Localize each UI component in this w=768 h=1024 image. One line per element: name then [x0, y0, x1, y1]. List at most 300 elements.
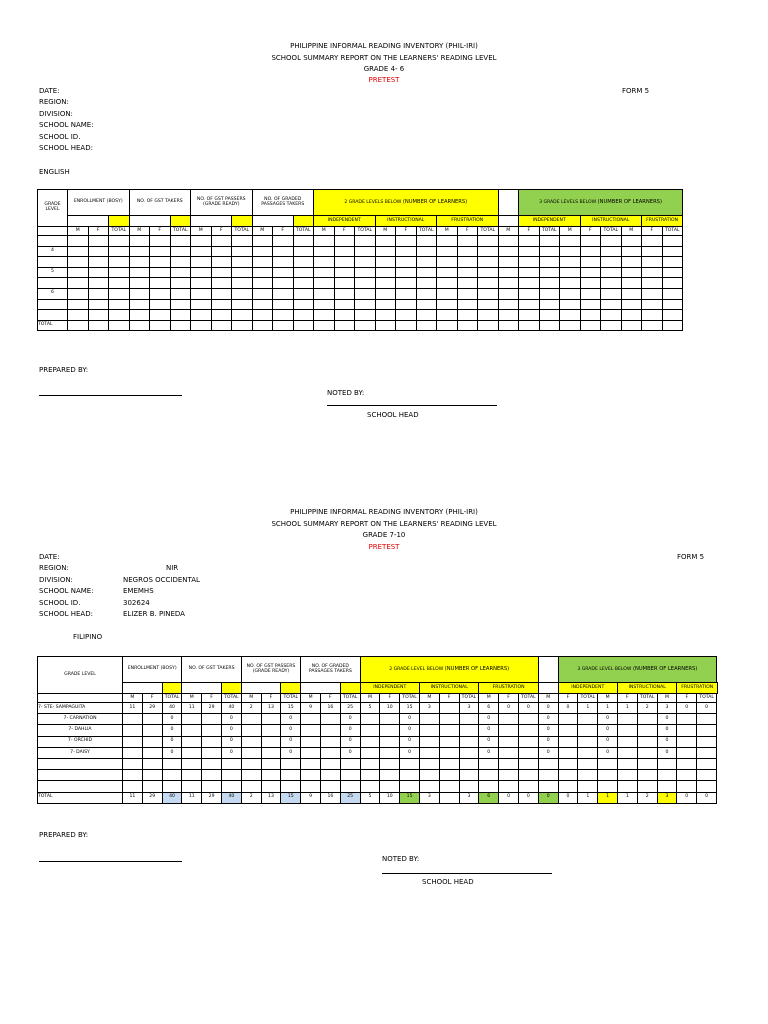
value-cell — [518, 781, 538, 792]
value-cell: 3 — [459, 703, 479, 714]
value-cell — [320, 714, 340, 725]
value-cell: 13 — [261, 792, 281, 803]
row-label: 4 — [38, 246, 68, 257]
row-label: 7- DAHLIA — [38, 725, 123, 736]
value-cell — [202, 736, 222, 747]
value-cell: 0 — [479, 714, 499, 725]
value-cell — [380, 714, 400, 725]
three-levels-below-header — [558, 657, 716, 683]
value-cell — [538, 770, 558, 781]
value-cell — [580, 310, 601, 321]
value-cell — [637, 736, 657, 747]
table-row — [38, 747, 718, 758]
doc2-noted-by: NOTED BY: — [382, 855, 420, 863]
value-cell — [459, 758, 479, 769]
value-cell — [375, 288, 396, 299]
value-cell — [320, 747, 340, 758]
value-cell — [314, 236, 335, 247]
value-cell — [478, 236, 499, 247]
value-cell — [273, 236, 294, 247]
value-cell — [637, 758, 657, 769]
instructional-header: INSTRUCTIONAL — [580, 216, 642, 227]
value-cell — [621, 246, 642, 257]
value-cell: 2 — [637, 792, 657, 803]
value-cell: 0 — [558, 792, 578, 803]
value-cell — [123, 758, 143, 769]
value-cell — [697, 770, 717, 781]
value-cell — [232, 288, 253, 299]
total-column-header: TOTAL — [355, 227, 376, 236]
value-cell — [560, 288, 581, 299]
value-cell: 2 — [637, 703, 657, 714]
row-label — [38, 310, 68, 321]
value-cell — [642, 278, 663, 289]
value-cell — [129, 310, 150, 321]
table-row — [38, 703, 718, 714]
value-cell — [419, 758, 439, 769]
blank-cell — [241, 683, 281, 694]
value-cell — [273, 299, 294, 310]
value-cell — [396, 278, 417, 289]
doc1-summary-table — [37, 189, 683, 331]
value-cell — [142, 747, 162, 758]
value-cell — [578, 770, 598, 781]
instructional-header: INSTRUCTIONAL — [375, 216, 437, 227]
value-cell: 2 — [241, 792, 261, 803]
table-row — [38, 246, 683, 257]
value-cell — [355, 288, 376, 299]
value-cell: 11 — [182, 703, 202, 714]
value-cell — [170, 310, 191, 321]
value-cell — [396, 310, 417, 321]
value-cell: 0 — [499, 792, 519, 803]
blank-cell — [123, 683, 163, 694]
value-cell: 15 — [281, 703, 301, 714]
value-cell — [273, 246, 294, 257]
value-cell: 3 — [657, 792, 677, 803]
doc1-school-id-row: SCHOOL ID. — [39, 132, 81, 141]
value-cell: 0 — [657, 736, 677, 747]
value-cell — [221, 781, 241, 792]
value-cell — [621, 257, 642, 268]
row-label: 6 — [38, 288, 68, 299]
value-cell — [400, 781, 420, 792]
value-cell — [334, 278, 355, 289]
doc2-info-block — [39, 552, 200, 620]
value-cell: 15 — [400, 703, 420, 714]
doc2-pretest: PRETEST — [368, 543, 400, 551]
value-cell — [478, 257, 499, 268]
doc2-grade: GRADE 7-10 — [362, 531, 406, 539]
value-cell — [657, 758, 677, 769]
value-cell — [355, 246, 376, 257]
doc2-prepared-by: PREPARED BY: — [39, 831, 89, 839]
value-cell — [538, 781, 558, 792]
value-cell — [439, 725, 459, 736]
value-cell — [68, 246, 89, 257]
value-cell: 40 — [221, 703, 241, 714]
value-cell — [642, 310, 663, 321]
doc2-school-head-row: SCHOOL HEAD: ELIZER B. PINEDA — [39, 610, 185, 619]
value-cell — [498, 236, 519, 247]
m-column-header: M — [437, 227, 458, 236]
value-cell — [662, 278, 683, 289]
yellow-total-cell — [221, 683, 241, 694]
grade-level-header: GRADE LEVEL — [38, 190, 68, 227]
value-cell — [437, 278, 458, 289]
value-cell — [558, 781, 578, 792]
value-cell — [375, 310, 396, 321]
value-cell — [182, 781, 202, 792]
value-cell — [538, 758, 558, 769]
value-cell — [437, 257, 458, 268]
value-cell — [617, 736, 637, 747]
value-cell: 0 — [598, 714, 618, 725]
value-cell — [437, 288, 458, 299]
value-cell — [202, 747, 222, 758]
table-row — [38, 278, 683, 289]
value-cell: 11 — [123, 703, 143, 714]
value-cell — [380, 736, 400, 747]
value-cell — [396, 236, 417, 247]
total-column-header: TOTAL — [170, 227, 191, 236]
total-column-header: TOTAL — [340, 694, 360, 703]
value-cell — [334, 267, 355, 278]
value-cell — [439, 792, 459, 803]
value-cell: 1 — [598, 792, 618, 803]
independent-header: INDEPENDENT — [519, 216, 581, 227]
f-column-header: F — [580, 227, 601, 236]
value-cell — [191, 257, 212, 268]
value-cell — [314, 299, 335, 310]
value-cell: 10 — [380, 792, 400, 803]
value-cell — [182, 736, 202, 747]
f-column-header: F — [558, 694, 578, 703]
value-cell — [375, 236, 396, 247]
value-cell — [499, 770, 519, 781]
value-cell — [518, 758, 538, 769]
doc2-subject: FILIPINO — [73, 633, 103, 641]
value-cell — [123, 747, 143, 758]
value-cell: 40 — [162, 792, 182, 803]
frustration-header: FRUSTRATION — [677, 683, 718, 694]
value-cell — [334, 299, 355, 310]
value-cell: 0 — [697, 792, 717, 803]
value-cell: 0 — [281, 736, 301, 747]
total-column-header: TOTAL — [637, 694, 657, 703]
row-label — [38, 236, 68, 247]
value-cell: 15 — [400, 792, 420, 803]
value-cell — [519, 246, 540, 257]
value-cell — [637, 725, 657, 736]
value-cell — [621, 278, 642, 289]
value-cell: 0 — [162, 725, 182, 736]
gst-passers-header: NO. OF GST PASSERS (GRADE READY) — [241, 657, 300, 683]
value-cell: 16 — [320, 792, 340, 803]
f-column-header: F — [334, 227, 355, 236]
value-cell — [478, 288, 499, 299]
value-cell — [314, 320, 335, 331]
value-cell — [558, 758, 578, 769]
value-cell — [273, 320, 294, 331]
value-cell — [637, 770, 657, 781]
f-column-header: F — [499, 694, 519, 703]
value-cell — [677, 736, 697, 747]
value-cell: 0 — [400, 714, 420, 725]
frustration-header: FRUSTRATION — [642, 216, 683, 227]
value-cell — [539, 299, 560, 310]
value-cell: 0 — [697, 703, 717, 714]
value-cell — [88, 320, 109, 331]
value-cell — [558, 736, 578, 747]
value-cell — [273, 257, 294, 268]
independent-header: INDEPENDENT — [360, 683, 419, 694]
value-cell — [211, 267, 232, 278]
doc1-prepared-by: PREPARED BY: — [39, 366, 89, 374]
gst-takers-header: NO. OF GST TAKERS — [182, 657, 241, 683]
value-cell — [252, 278, 273, 289]
value-cell — [558, 770, 578, 781]
value-cell: 0 — [518, 703, 538, 714]
value-cell — [88, 299, 109, 310]
value-cell — [499, 747, 519, 758]
value-cell — [123, 781, 143, 792]
f-column-header: F — [677, 694, 697, 703]
value-cell — [334, 288, 355, 299]
value-cell: 0 — [657, 714, 677, 725]
doc1-grade: GRADE 4- 6 — [363, 65, 405, 73]
blank-cell — [38, 227, 68, 236]
row-label — [38, 299, 68, 310]
value-cell — [558, 725, 578, 736]
value-cell — [360, 770, 380, 781]
value-cell — [301, 736, 321, 747]
value-cell — [123, 714, 143, 725]
value-cell — [697, 725, 717, 736]
value-cell — [478, 278, 499, 289]
value-cell: 0 — [538, 792, 558, 803]
value-cell — [252, 267, 273, 278]
value-cell — [437, 299, 458, 310]
value-cell — [314, 288, 335, 299]
doc1-subtitle: SCHOOL SUMMARY REPORT ON THE LEARNERS' READING LEVEL — [271, 54, 497, 62]
value-cell — [396, 288, 417, 299]
m-column-header: M — [560, 227, 581, 236]
value-cell — [459, 725, 479, 736]
value-cell — [459, 747, 479, 758]
value-cell — [519, 288, 540, 299]
value-cell — [518, 747, 538, 758]
m-column-header: M — [419, 694, 439, 703]
value-cell: 0 — [162, 714, 182, 725]
value-cell — [360, 736, 380, 747]
value-cell — [617, 725, 637, 736]
value-cell — [578, 758, 598, 769]
value-cell — [241, 781, 261, 792]
value-cell — [241, 714, 261, 725]
table-row — [38, 758, 718, 769]
value-cell — [68, 288, 89, 299]
value-cell — [662, 236, 683, 247]
value-cell: 13 — [261, 703, 281, 714]
value-cell — [293, 288, 314, 299]
value-cell — [293, 257, 314, 268]
spacer-cell — [498, 216, 519, 227]
value-cell — [642, 288, 663, 299]
table-row — [38, 770, 718, 781]
value-cell — [334, 236, 355, 247]
value-cell — [261, 714, 281, 725]
m-column-header: M — [314, 227, 335, 236]
value-cell — [457, 288, 478, 299]
blank-cell — [182, 683, 222, 694]
value-cell: 9 — [301, 792, 321, 803]
value-cell: 3 — [657, 703, 677, 714]
value-cell — [621, 236, 642, 247]
row-label: 7- STE- SAMPAGUITA — [38, 703, 123, 714]
value-cell — [252, 299, 273, 310]
value-cell: 0 — [400, 747, 420, 758]
doc2-school-id-row: SCHOOL ID. 302624 — [39, 598, 150, 607]
value-cell: 0 — [558, 703, 578, 714]
value-cell — [211, 310, 232, 321]
value-cell — [68, 310, 89, 321]
value-cell — [518, 714, 538, 725]
value-cell: 11 — [182, 792, 202, 803]
value-cell: 3 — [419, 703, 439, 714]
value-cell — [560, 246, 581, 257]
value-cell — [150, 310, 171, 321]
value-cell — [419, 781, 439, 792]
value-cell — [375, 246, 396, 257]
value-cell — [560, 236, 581, 247]
value-cell — [211, 320, 232, 331]
total-column-header: TOTAL — [162, 694, 182, 703]
value-cell: 0 — [221, 736, 241, 747]
value-cell: 16 — [320, 703, 340, 714]
row-label: 5 — [38, 267, 68, 278]
value-cell — [697, 714, 717, 725]
value-cell — [191, 299, 212, 310]
value-cell — [498, 299, 519, 310]
value-cell — [499, 725, 519, 736]
total-column-header: TOTAL — [578, 694, 598, 703]
value-cell — [334, 310, 355, 321]
doc2-date-row: DATE: — [39, 553, 60, 561]
value-cell — [439, 736, 459, 747]
f-column-header: F — [202, 694, 222, 703]
value-cell — [662, 246, 683, 257]
value-cell: 0 — [340, 725, 360, 736]
value-cell: 0 — [281, 747, 301, 758]
two-levels-below-label: 2 GRADE LEVELS BELOW — [344, 199, 402, 205]
value-cell — [241, 758, 261, 769]
table-row — [38, 257, 683, 268]
value-cell — [314, 257, 335, 268]
doc1-form-label: FORM 5 — [622, 87, 650, 95]
independent-header: INDEPENDENT — [558, 683, 617, 694]
value-cell — [677, 747, 697, 758]
value-cell — [578, 714, 598, 725]
row-label: TOTAL — [38, 792, 123, 803]
value-cell — [293, 320, 314, 331]
value-cell — [499, 714, 519, 725]
value-cell: 0 — [479, 736, 499, 747]
value-cell — [439, 747, 459, 758]
value-cell — [642, 257, 663, 268]
number-of-learners-label: (NUMBER OF LEARNERS) — [444, 665, 510, 672]
doc2-noted-signature-line — [382, 873, 552, 874]
value-cell — [170, 246, 191, 257]
doc1-pretest: PRETEST — [368, 76, 400, 84]
blank-cell — [38, 694, 123, 703]
value-cell: 5 — [360, 703, 380, 714]
value-cell — [437, 246, 458, 257]
value-cell — [142, 758, 162, 769]
value-cell — [142, 770, 162, 781]
value-cell — [601, 299, 622, 310]
value-cell — [396, 299, 417, 310]
value-cell — [380, 781, 400, 792]
doc2-division-row: DIVISION: NEGROS OCCIDENTAL — [39, 575, 200, 584]
value-cell — [252, 310, 273, 321]
three-levels-below-label: 3 GRADE LEVELS BELOW — [539, 199, 597, 205]
total-column-header: TOTAL — [601, 227, 622, 236]
value-cell — [211, 246, 232, 257]
yellow-total-cell — [340, 683, 360, 694]
value-cell — [360, 747, 380, 758]
value-cell — [578, 736, 598, 747]
value-cell — [657, 770, 677, 781]
row-label — [38, 781, 123, 792]
value-cell — [375, 278, 396, 289]
m-column-header: M — [621, 227, 642, 236]
f-column-header: F — [439, 694, 459, 703]
yellow-total-cell — [170, 216, 191, 227]
value-cell — [314, 267, 335, 278]
value-cell — [617, 747, 637, 758]
value-cell — [478, 320, 499, 331]
value-cell: 0 — [479, 747, 499, 758]
value-cell: 0 — [598, 747, 618, 758]
value-cell — [150, 267, 171, 278]
yellow-total-cell — [232, 216, 253, 227]
total-column-header: TOTAL — [518, 694, 538, 703]
three-levels-below-label: 3 GRADE LEVEL BELOW — [577, 666, 632, 672]
doc2-region-row: REGION: NIR — [39, 564, 179, 573]
value-cell — [88, 310, 109, 321]
value-cell — [642, 236, 663, 247]
value-cell — [150, 320, 171, 331]
value-cell: 1 — [617, 703, 637, 714]
value-cell — [261, 747, 281, 758]
doc1-date-row: DATE: — [39, 87, 60, 95]
value-cell: 0 — [677, 703, 697, 714]
m-column-header: M — [375, 227, 396, 236]
value-cell — [202, 714, 222, 725]
value-cell — [697, 736, 717, 747]
yellow-total-cell — [281, 683, 301, 694]
value-cell — [232, 278, 253, 289]
value-cell — [539, 246, 560, 257]
value-cell — [182, 725, 202, 736]
value-cell — [498, 310, 519, 321]
value-cell — [232, 236, 253, 247]
value-cell: 29 — [142, 703, 162, 714]
two-levels-below-header — [314, 190, 499, 216]
value-cell — [241, 725, 261, 736]
value-cell: 0 — [657, 747, 677, 758]
